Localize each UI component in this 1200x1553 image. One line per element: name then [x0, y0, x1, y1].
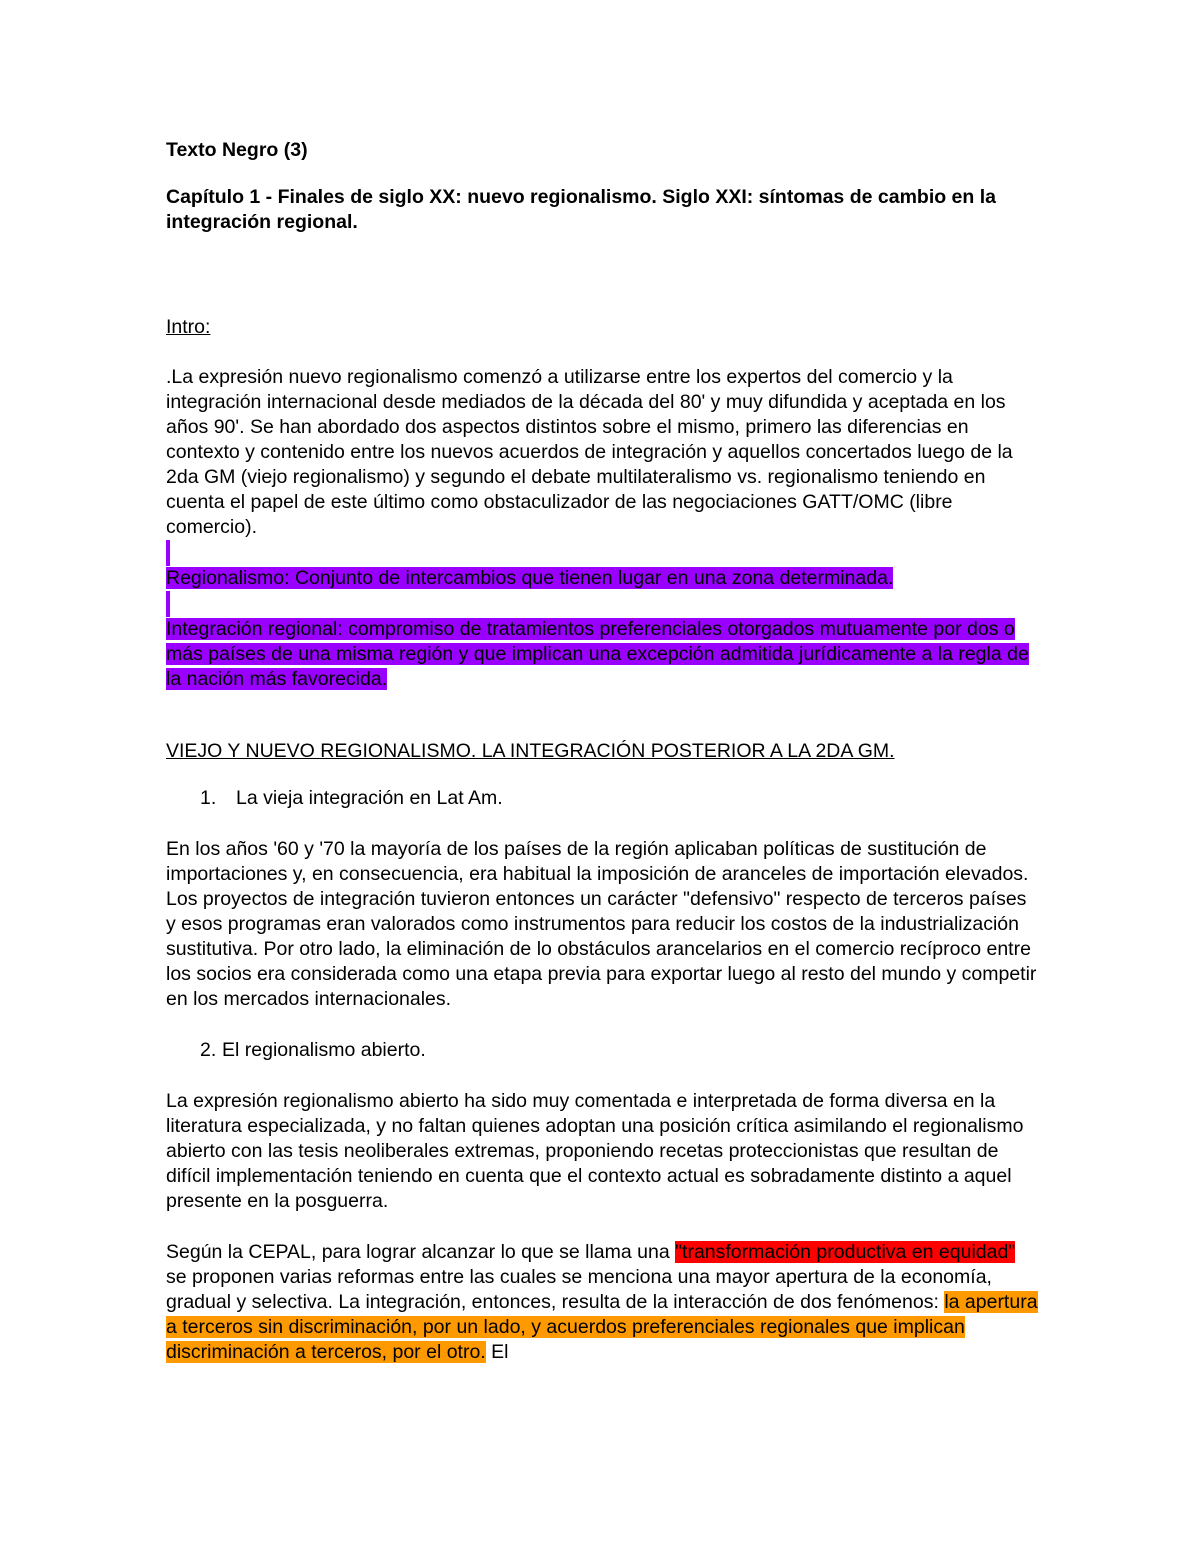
list-number: 2.	[200, 1039, 217, 1061]
definition-integracion	[166, 617, 1040, 692]
paragraph-vieja-integracion: En los años '60 y '70 la mayoría de los países de la región aplicaban políticas de sustitución de importaciones y, en consecuencia, era habitual la imposición de aranceles de importación elevados. Los proyectos de integración tuvieron entonces un carácter "defensivo" respecto de terceros países y esos programas eran valorados como instrumentos para reducir los costos de la industrialización sustitutiva. Por otro lado, la eliminación de lo obstáculos arancelarios en el comercio recíproco entre los socios era considerada como una etapa previa para exportar luego al resto del mundo y competir en los mercados internacionales.	[166, 838, 1037, 1010]
definitions-block	[166, 540, 1040, 692]
red-highlight: "transformación productiva en equidad"	[675, 1241, 1016, 1263]
section-heading: VIEJO Y NUEVO REGIONALISMO. LA INTEGRACIÓN POSTERIOR A LA 2DA GM.	[166, 740, 895, 762]
highlight-marker	[166, 591, 170, 617]
chapter-heading: Capítulo 1 - Finales de siglo XX: nuevo regionalismo. Siglo XXI: síntomas de cambio en la integración regional.	[166, 186, 996, 233]
intro-paragraph: .La expresión nuevo regionalismo comenzó a utilizarse entre los expertos del comercio y la integración internacional desde mediados de la década del 80' y muy difundida y aceptada en los años 90'. Se han abordado dos aspectos distintos sobre el mismo, primero las diferencias en contexto y contenido entre los nuevos acuerdos de integración y aquellos concertados luego de la 2da GM (viejo regionalismo) y segundo el debate multilateralismo vs. regionalismo teniendo en cuenta el papel de este último como obstaculizador de las negociaciones GATT/OMC (libre comercio).	[166, 366, 1013, 538]
document-title: Texto Negro (3)	[166, 139, 308, 161]
definition-regionalismo	[166, 566, 1040, 591]
cepal-text: El	[485, 1341, 509, 1363]
paragraph-cepal	[166, 1240, 1040, 1365]
list-number: 1.	[200, 787, 217, 809]
purple-highlight: Regionalismo: Conjunto de intercambios que tienen lugar en una zona determinada.	[166, 567, 894, 589]
list-item-2	[166, 1038, 1040, 1063]
highlight-marker	[166, 540, 170, 566]
orange-highlight: la apertura a terceros sin discriminación, por un lado, y acuerdos preferenciales regionales que implican discriminación a terceros, por el otro.	[166, 1291, 1038, 1363]
paragraph-regionalismo-abierto: La expresión regionalismo abierto ha sido muy comentada e interpretada de forma diversa en la literatura especializada, y no faltan quienes adoptan una posición crítica asimilando el regionalismo abierto con las tesis neoliberales extremas, proponiendo recetas proteccionistas que resultan de difícil implementación teniendo en cuenta que el contexto actual es sobradamente distinto a aquel presente en la posguerra.	[166, 1090, 1024, 1212]
list-text: La vieja integración en Lat Am.	[236, 787, 503, 809]
list-text: El regionalismo abierto.	[222, 1039, 426, 1061]
intro-label: Intro:	[166, 316, 211, 338]
cepal-text: se proponen varias reformas entre las cuales se menciona una mayor apertura de la economía, gradual y selectiva. La integración, entonces, resulta de la interacción de dos fenómenos:	[166, 1266, 992, 1313]
purple-highlight: Integración regional: compromiso de tratamientos preferenciales otorgados mutuamente por dos o más países de una misma región y que implican una excepción admitida jurídicamente a la regla de la nación más favorecida.	[166, 618, 1029, 690]
list-item-1	[166, 786, 1040, 811]
cepal-text: Según la CEPAL, para lograr alcanzar lo que se llama una	[166, 1241, 676, 1263]
